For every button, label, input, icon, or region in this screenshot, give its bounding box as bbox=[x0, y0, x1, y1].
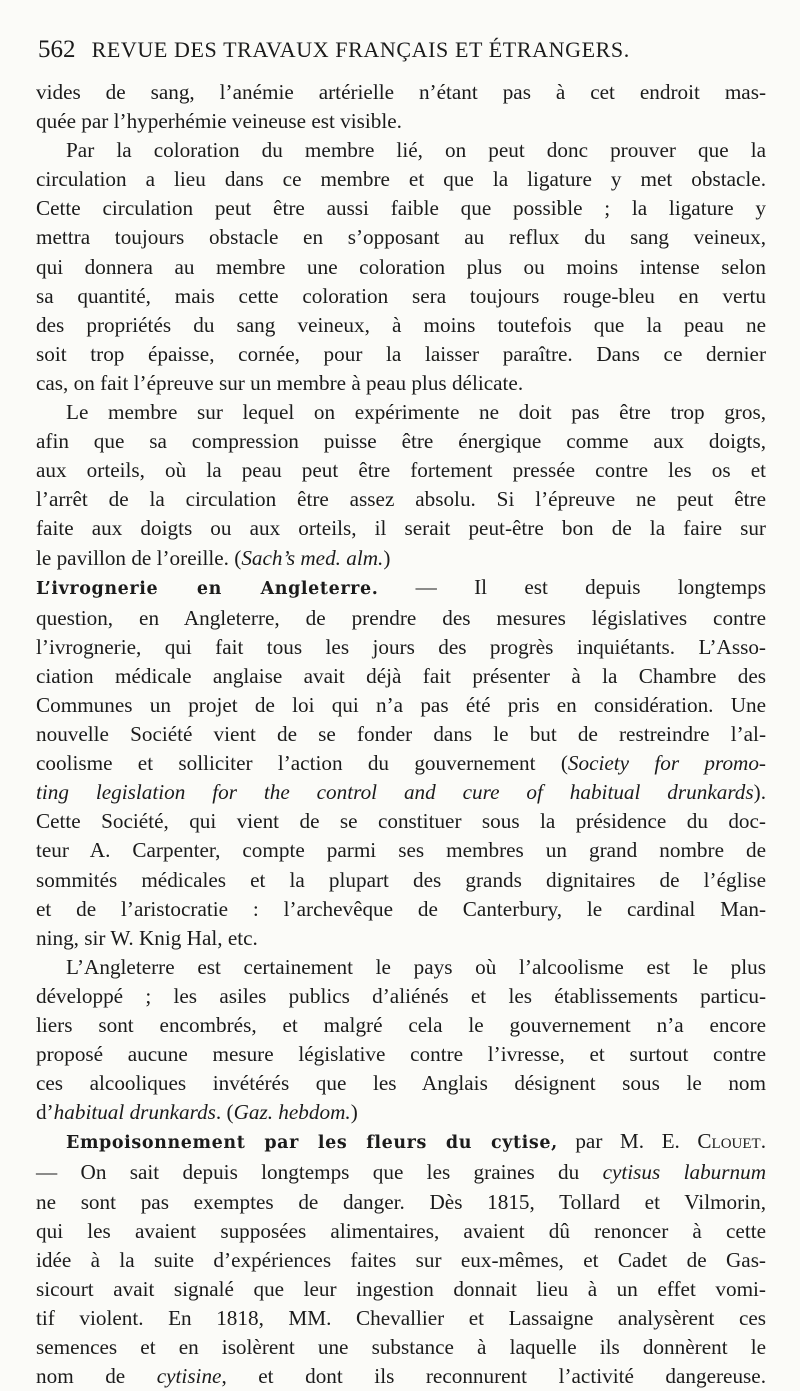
text-segment: le pavillon de l’oreille. ( bbox=[36, 545, 242, 570]
paragraph-6 bbox=[36, 1127, 766, 1391]
text-line: tif violent. En 1818, MM. Chevallier et Lassaigne analysèrent ces bbox=[36, 1305, 766, 1330]
text-line: Cette Société, qui vient de se constituer sous la présidence du doc- bbox=[36, 809, 766, 834]
text-segment: — Il est depuis longtemps bbox=[378, 574, 767, 599]
text-line: semences et en isolèrent une substance à laquelle ils donnèrent le bbox=[36, 1335, 766, 1360]
italic-segment: cytisus laburnum bbox=[602, 1160, 766, 1185]
page-number: 562 bbox=[38, 36, 76, 63]
text-segment: — On sait depuis longtemps que les graines du bbox=[36, 1160, 603, 1185]
text-line bbox=[36, 1127, 766, 1158]
paragraph-3 bbox=[36, 398, 766, 573]
text-segment: ) bbox=[350, 1100, 358, 1125]
text-segment: coolisme et solliciter l’action du gouvernement ( bbox=[36, 751, 568, 776]
text-line: vides de sang, l’anémie artérielle n’étant pas à cet endroit mas- bbox=[36, 80, 766, 104]
citation: Gaz. hebdom. bbox=[233, 1100, 351, 1125]
text-line: sommités médicales et la plupart des grands dignitaires de l’église bbox=[36, 867, 766, 892]
text-line: sicourt avait signalé que leur ingestion donnait lieu à un effet vomi- bbox=[36, 1276, 766, 1301]
text-line: ning, sir W. Knig Hal, etc. bbox=[36, 925, 258, 950]
text-segment: . ( bbox=[215, 1100, 234, 1125]
text-line: ces alcooliques invétérés que les Anglais désignent sous le nom bbox=[36, 1071, 766, 1096]
text-line: idée à la suite d’expériences faites sur eux-mêmes, et Cadet de Gas- bbox=[36, 1247, 766, 1272]
text-line bbox=[36, 1362, 766, 1391]
text-segment: nom de bbox=[36, 1364, 157, 1389]
text-line: ciation médicale anglaise avait déjà fait présenter à la Chambre des bbox=[36, 663, 766, 688]
text-line: liers sont encombrés, et malgré cela le gouvernement n’a encore bbox=[36, 1013, 766, 1037]
text-segment: par M. E. bbox=[557, 1129, 698, 1154]
text-line: Cette circulation peut être aussi faible que possible ; la ligature y bbox=[36, 196, 766, 221]
text-line: aux orteils, où la peau peut être fortement pressée contre les os et bbox=[36, 458, 766, 483]
running-header bbox=[38, 36, 768, 64]
text-line: qui donnera au membre une coloration plus ou moins intense selon bbox=[36, 254, 766, 279]
text-segment: d’ bbox=[36, 1100, 54, 1125]
text-line bbox=[36, 749, 766, 778]
italic-segment: habitual drunkards bbox=[53, 1100, 216, 1125]
italic-segment: Society for promo- bbox=[567, 751, 766, 776]
text-line: teur A. Carpenter, compte parmi ses membres un grand nombre de bbox=[36, 838, 766, 863]
text-line: Le membre sur lequel on expérimente ne doit pas être trop gros, bbox=[66, 400, 766, 425]
text-line: afin que sa compression puisse être énergique comme aux doigts, bbox=[36, 429, 766, 454]
text-line: L’Angleterre est certainement le pays où l’alcoolisme est le plus bbox=[66, 954, 766, 979]
text-line: cas, on fait l’épreuve sur un membre à peau plus délicate. bbox=[36, 370, 524, 395]
page-body bbox=[36, 78, 766, 1391]
italic-segment: cytisine bbox=[156, 1364, 222, 1389]
text-line bbox=[36, 544, 766, 573]
text-segment: ) bbox=[383, 545, 391, 570]
author-name: Clouet. bbox=[697, 1129, 766, 1154]
text-line bbox=[36, 1098, 766, 1127]
italic-segment: ting legislation for the control and cure of habitual drunkards bbox=[36, 780, 754, 805]
paragraph-2 bbox=[36, 136, 766, 398]
paragraph-5 bbox=[36, 953, 766, 1128]
text-line: nouvelle Société vient de se fonder dans le but de restreindre l’al- bbox=[36, 722, 766, 747]
text-segment: ). bbox=[753, 780, 766, 805]
text-line bbox=[36, 1158, 766, 1187]
text-line: des propriétés du sang veineux, à moins toutefois que la peau ne bbox=[36, 312, 766, 337]
text-line: qui les avaient supposées alimentaires, avaient dû renoncer à cette bbox=[36, 1218, 766, 1243]
running-title: REVUE DES TRAVAUX FRANÇAIS ET ÉTRANGERS. bbox=[91, 37, 630, 62]
text-line: circulation a lieu dans ce membre et que la ligature y met obstacle. bbox=[36, 167, 766, 192]
text-line: proposé aucune mesure législative contre l’ivresse, et surtout contre bbox=[36, 1042, 766, 1067]
text-line: l’ivrognerie, qui fait tous les jours des progrès inquiétants. L’Asso- bbox=[36, 634, 766, 659]
paragraph-4 bbox=[36, 573, 766, 953]
paragraph-1 bbox=[36, 78, 766, 136]
text-line: sa quantité, mais cette coloration sera toujours rouge-bleu en vertu bbox=[36, 283, 766, 308]
section-rubric: L’ivrognerie en Angleterre. bbox=[36, 578, 379, 599]
text-line: et de l’aristocratie : l’archevêque de Canterbury, le cardinal Man- bbox=[36, 896, 766, 921]
text-segment: , et dont ils reconnurent l’activité dangereuse. bbox=[221, 1364, 766, 1389]
citation: Sach’s med. alm. bbox=[241, 545, 384, 570]
text-line: soit trop épaisse, cornée, pour la laisser paraître. Dans ce dernier bbox=[36, 341, 766, 366]
text-line: question, en Angleterre, de prendre des mesures législatives contre bbox=[36, 605, 766, 630]
text-line: développé ; les asiles publics d’aliénés et les établissements particu- bbox=[36, 983, 766, 1008]
text-line: l’arrêt de la circulation être assez absolu. Si l’épreuve ne peut être bbox=[36, 487, 766, 512]
section-rubric: Empoisonnement par les fleurs du cytise, bbox=[66, 1133, 558, 1154]
text-line: Communes un projet de loi qui n’a pas été pris en considération. Une bbox=[36, 692, 766, 717]
text-line: quée par l’hyperhémie veineuse est visible. bbox=[36, 109, 402, 134]
text-line bbox=[36, 778, 766, 807]
text-line: faite aux doigts ou aux orteils, il serait peut-être bon de la faire sur bbox=[36, 516, 766, 541]
text-line bbox=[36, 573, 766, 604]
text-line: mettra toujours obstacle en s’opposant au reflux du sang veineux, bbox=[36, 225, 766, 250]
text-line: Par la coloration du membre lié, on peut donc prouver que la bbox=[66, 138, 766, 163]
text-line: ne sont pas exemptes de danger. Dès 1815, Tollard et Vilmorin, bbox=[36, 1189, 766, 1214]
